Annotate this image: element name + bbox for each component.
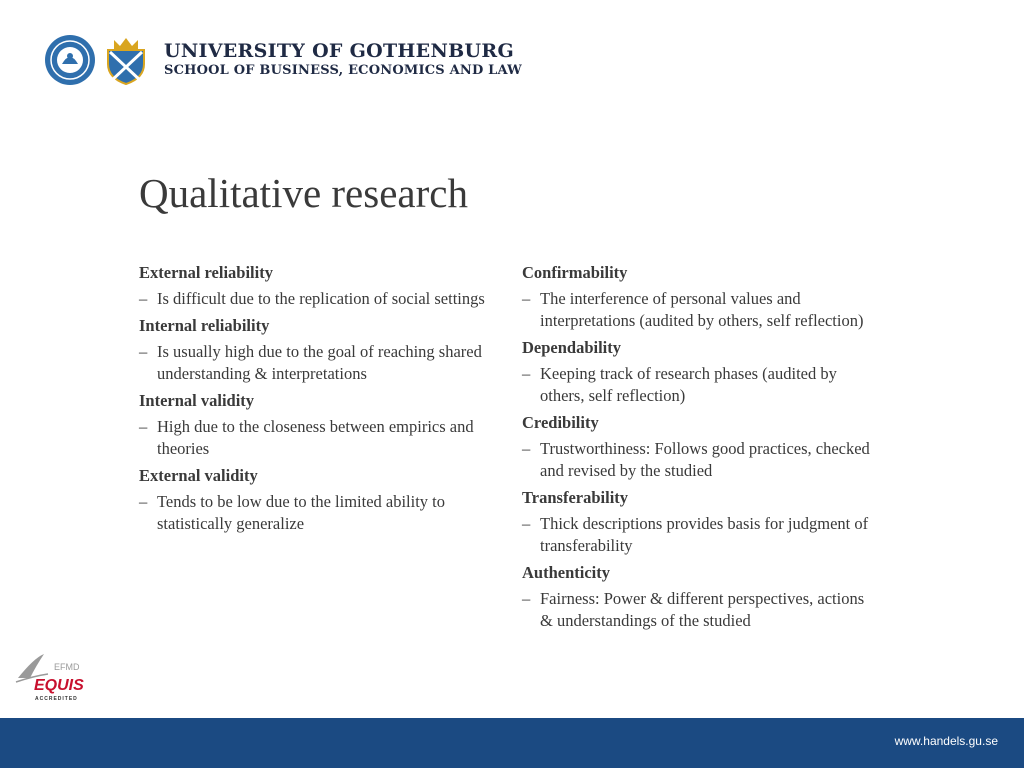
bullet-text: Thick descriptions provides basis for judgment of transferability — [540, 514, 869, 555]
dash-bullet: – — [522, 514, 531, 533]
left-column — [139, 262, 489, 540]
dash-bullet: – — [522, 439, 531, 458]
bullet-text: High due to the closeness between empirics and theories — [157, 417, 474, 458]
bullet-text: The interference of personal values and interpretations (audited by others, self reflection) — [540, 289, 864, 330]
university-name: UNIVERSITY OF GOTHENBURG — [164, 40, 514, 62]
section-heading: Dependability — [522, 338, 622, 357]
footer-bar — [0, 718, 1024, 768]
section-heading: External validity — [139, 466, 258, 485]
bullet-text: Keeping track of research phases (audited by others, self reflection) — [540, 364, 837, 405]
right-column — [522, 262, 872, 637]
slide-title: Qualitative research — [139, 170, 468, 216]
dash-bullet: – — [522, 289, 531, 308]
bullet-item — [139, 288, 489, 310]
equis-accreditation-logo — [14, 652, 90, 704]
dash-bullet: – — [139, 417, 148, 436]
university-seal-icon — [44, 34, 96, 86]
accredited-label: ACCREDITED — [35, 696, 78, 702]
university-wordmark — [164, 40, 522, 80]
section-heading: Internal validity — [139, 391, 255, 410]
footer-url[interactable]: www.handels.gu.se — [894, 734, 998, 748]
dash-bullet: – — [139, 492, 148, 511]
bullet-text: Tends to be low due to the limited ability to statistically generalize — [157, 492, 446, 533]
dash-bullet: – — [139, 342, 148, 361]
bullet-item — [522, 513, 872, 557]
school-crest-icon — [100, 34, 152, 86]
dash-bullet: – — [522, 364, 531, 383]
bullet-item — [522, 588, 872, 632]
bullet-text: Is difficult due to the replication of social settings — [157, 289, 485, 308]
section-heading: Transferability — [522, 488, 629, 507]
bullet-item — [139, 341, 489, 385]
section-heading: Confirmability — [522, 263, 628, 282]
section-heading: Authenticity — [522, 563, 610, 582]
university-header — [44, 34, 522, 86]
dash-bullet: – — [139, 289, 148, 308]
bullet-text: Fairness: Power & different perspectives, actions & understandings of the studied — [540, 589, 865, 630]
bullet-text: Trustworthiness: Follows good practices, checked and revised by the studied — [540, 439, 870, 480]
section-heading: External reliability — [139, 263, 273, 282]
bullet-item — [139, 491, 489, 535]
efmd-label: EFMD — [54, 662, 80, 672]
section-heading: Credibility — [522, 413, 599, 432]
school-name: SCHOOL OF BUSINESS, ECONOMICS AND LAW — [164, 63, 522, 78]
section-heading: Internal reliability — [139, 316, 270, 335]
bullet-text: Is usually high due to the goal of reaching shared understanding & interpretations — [157, 342, 482, 383]
equis-label: EQUIS — [34, 677, 84, 694]
dash-bullet: – — [522, 589, 531, 608]
bullet-item — [139, 416, 489, 460]
bullet-item — [522, 288, 872, 332]
bullet-item — [522, 363, 872, 407]
bullet-item — [522, 438, 872, 482]
